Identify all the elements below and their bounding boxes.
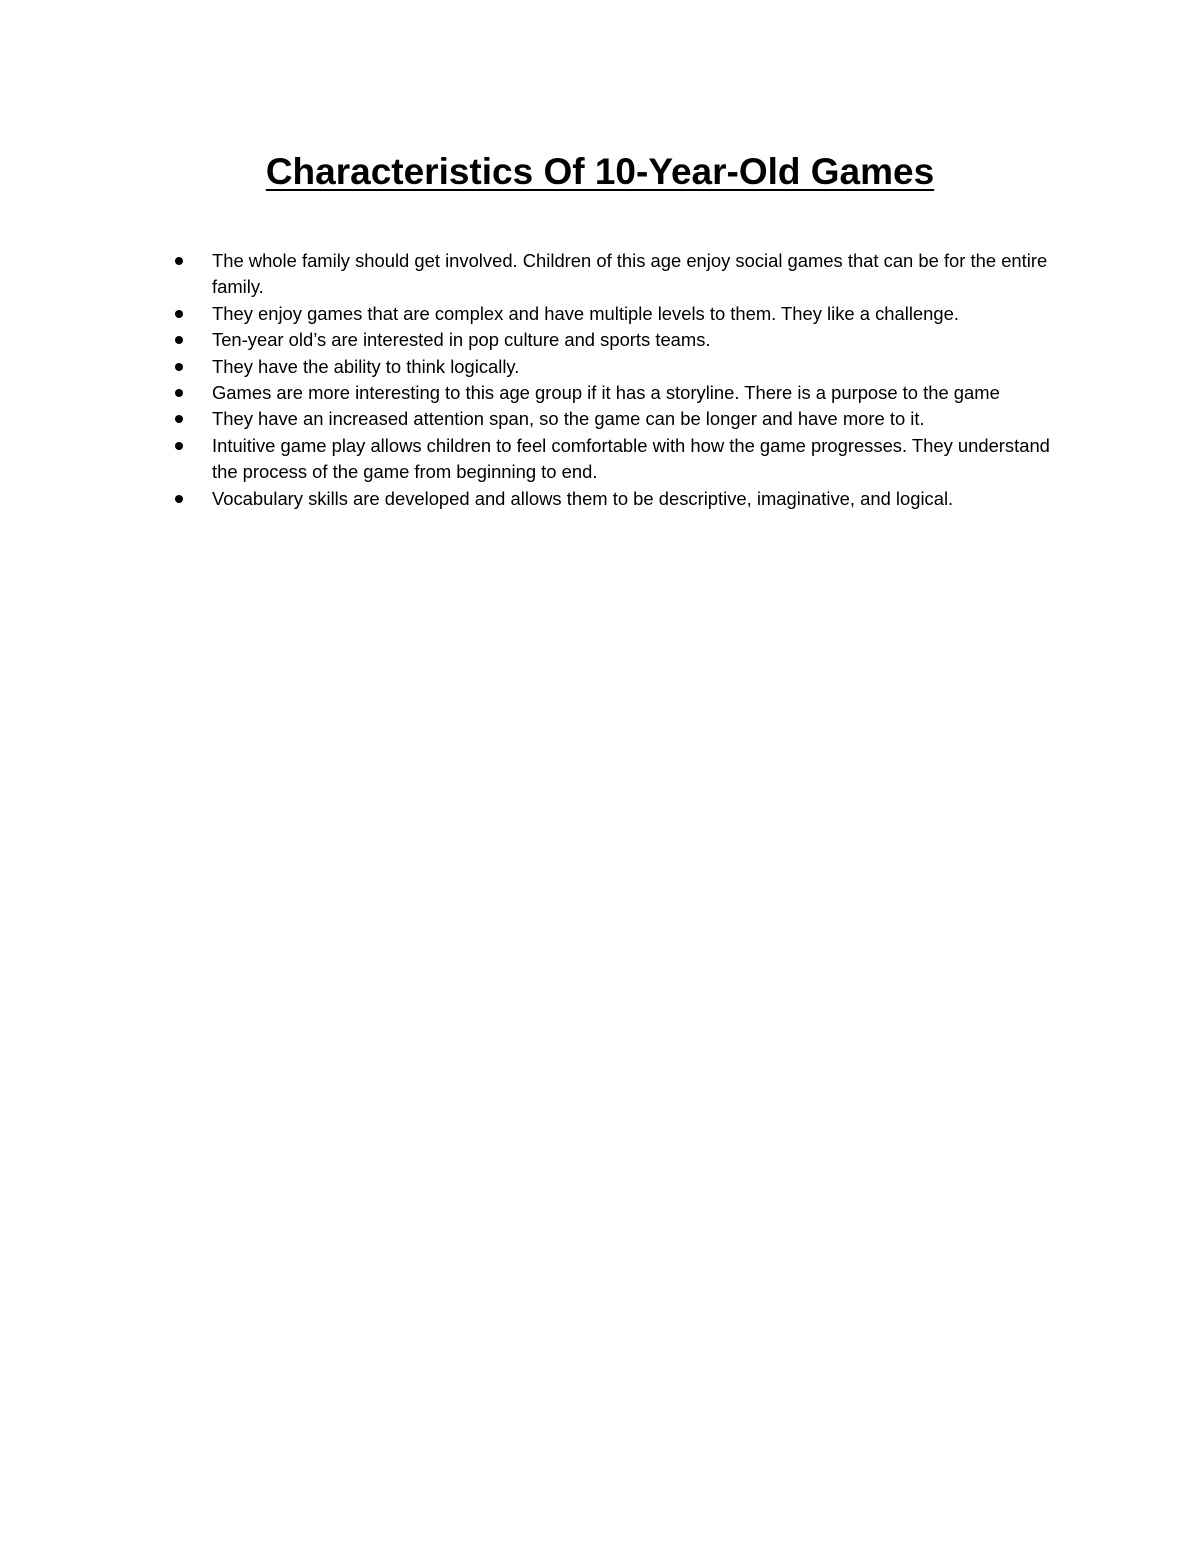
list-item-text: Games are more interesting to this age group if it has a storyline. There is a purpose to the game — [212, 382, 1000, 404]
bullet-icon — [175, 415, 183, 423]
list-item-text: They have the ability to think logically. — [212, 355, 520, 377]
list-item-text: Intuitive game play allows children to feel comfortable with how the game progresses. They understand the process of the game from beginning to end. — [212, 434, 1050, 483]
bullet-icon — [175, 389, 183, 397]
list-item — [0, 380, 1200, 406]
list-item — [0, 354, 1200, 380]
list-item — [0, 486, 1200, 512]
bullet-icon — [175, 310, 183, 318]
list-item-text: Ten-year old’s are interested in pop culture and sports teams. — [212, 329, 711, 351]
list-item-text: Vocabulary skills are developed and allows them to be descriptive, imaginative, and logical. — [212, 487, 954, 509]
bullet-icon — [175, 442, 183, 450]
list-item — [0, 301, 1200, 327]
bullet-icon — [175, 336, 183, 344]
bullet-icon — [175, 257, 183, 265]
bullet-icon — [175, 495, 183, 503]
bullet-icon — [175, 363, 183, 371]
list-item-text: They have an increased attention span, so the game can be longer and have more to it. — [212, 408, 925, 430]
list-item-text: The whole family should get involved. Children of this age enjoy social games that can be for the entire family. — [212, 250, 1048, 298]
list-item — [0, 327, 1200, 353]
list-item-text: They enjoy games that are complex and have multiple levels to them. They like a challenge. — [212, 302, 959, 324]
page-title: Characteristics Of 10-Year-Old Games — [265, 151, 935, 192]
list-item — [0, 406, 1200, 432]
list-item — [0, 248, 1200, 301]
list-item — [0, 433, 1200, 486]
bullet-list — [0, 248, 1200, 512]
